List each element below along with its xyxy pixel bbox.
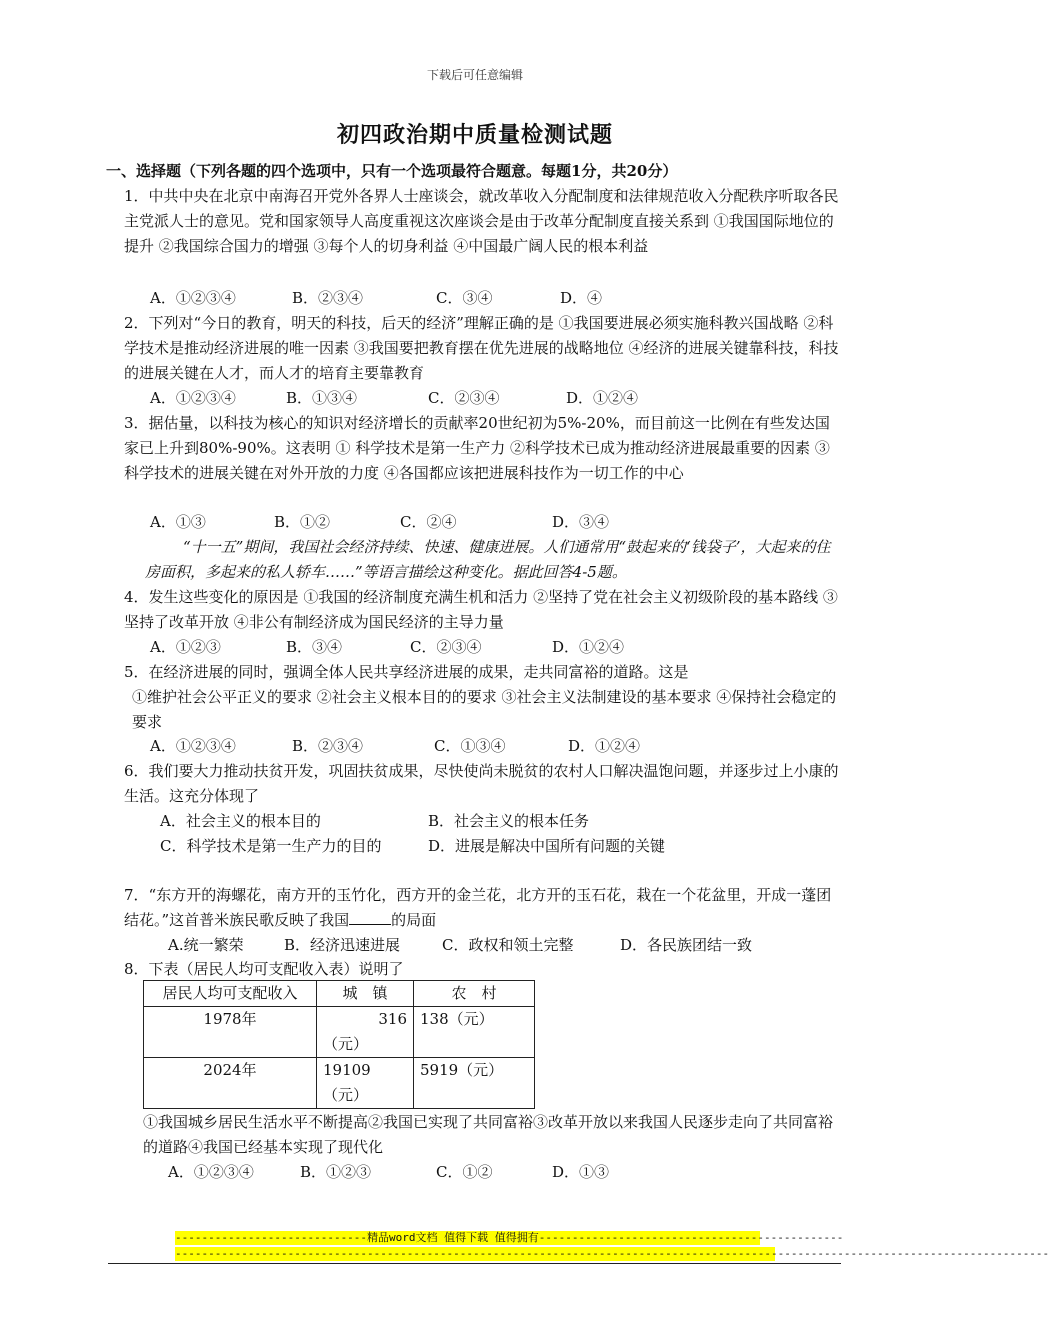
intro-passage: “十一五”期间，我国社会经济持续、快速、健康进展。人们通常用“鼓起来的‘钱袋子’，大起来的住房面积，多起来的私人轿车……”等语言描绘这种变化。据此回答4-5题。 xyxy=(145,538,831,581)
urban-value: 19109 xyxy=(323,1061,371,1079)
question-8-option-b: B．①②③ xyxy=(300,1163,372,1181)
question-5-option-d: D．①②④ xyxy=(568,737,641,755)
question-2-option-d: D．①②④ xyxy=(566,389,639,407)
question-1-stem: 1．中共中央在北京中南海召开党外各界人士座谈会，就改革收入分配制度和法律规范收入分配秩序听取各民主党派人士的意见。党和国家领导人高度重视这次座谈会是由于改革分配制度直接关系到 ①我国国际地位的提升 ②我国综合国力的增强 ③每个人的切身利益 ④中国最广阔人民的根本利益 xyxy=(124,187,839,255)
question-7-option-d: D．各民族团结一致 xyxy=(620,936,753,954)
footer-dashes: ------------------------------------------------------------------------------------------------------------------------------------ xyxy=(175,1247,1049,1260)
question-8-items: ①我国城乡居民生活水平不断提高②我国已实现了共同富裕③改革开放以来我国人民逐步走向了共同富裕的道路④我国已经基本实现了现代化 xyxy=(143,1113,834,1156)
page-title: 初四政治期中质量检测试题 xyxy=(336,122,613,148)
question-5-option-a: A．①②③④ xyxy=(150,737,236,755)
question-1-option-a: A．①②③④ xyxy=(150,289,236,307)
question-1-option-b: B．②③④ xyxy=(292,289,364,307)
urban-value: 316 xyxy=(378,1010,407,1028)
footer-banner: -----------------------------精品word文档 值得下载 值得拥有---------------------------------------------- xyxy=(175,1231,844,1244)
table-cell-urban xyxy=(317,1007,414,1058)
question-7-option-b: B．经济迅速进展 xyxy=(284,936,401,954)
question-2-option-a: A．①②③④ xyxy=(150,389,236,407)
table-row xyxy=(144,1058,535,1109)
question-5-stem: 5．在经济进展的同时，强调全体人民共享经济进展的成果，走共同富裕的道路。这是 xyxy=(124,663,689,681)
page-header: 下载后可任意编辑 xyxy=(426,68,523,82)
table-header: 农 村 xyxy=(414,981,535,1007)
urban-unit: （元） xyxy=(323,1086,369,1104)
question-3-option-c: C．②④ xyxy=(400,513,457,531)
table-header: 居民人均可支配收入 xyxy=(144,981,317,1007)
question-4-stem: 4．发生这些变化的原因是 ①我国的经济制度充满生机和活力 ②坚持了党在社会主义初级阶段的基本路线 ③坚持了改革开放 ④非公有制经济成为国民经济的主导力量 xyxy=(124,588,838,631)
question-7-option-c: C．政权和领土完整 xyxy=(442,936,574,954)
table-cell-rural: 5919（元） xyxy=(414,1058,535,1109)
question-6-option-a: A．社会主义的根本目的 xyxy=(160,812,321,830)
question-6-option-d: D．进展是解决中国所有问题的关键 xyxy=(428,837,666,855)
table-cell-rural: 138（元） xyxy=(414,1007,535,1058)
question-3-option-d: D．③④ xyxy=(552,513,610,531)
question-7-stem xyxy=(124,883,840,933)
section-heading: 一、选择题（下列各题的四个选项中，只有一个选项最符合题意。每题1分，共20分） xyxy=(106,162,678,180)
question-7-option-a: A.统一繁荣 xyxy=(168,936,244,954)
answer-blank xyxy=(349,908,391,925)
question-2-option-c: C．②③④ xyxy=(428,389,500,407)
table-header-row xyxy=(144,981,535,1007)
question-5-items: ①维护社会公平正义的要求 ②社会主义根本目的的要求 ③社会主义法制建设的基本要求 ④保持社会稳定的要求 xyxy=(132,688,837,731)
question-1-option-d: D．④ xyxy=(560,289,603,307)
income-table xyxy=(143,980,535,1109)
question-4-option-a: A．①②③ xyxy=(150,638,221,656)
question-8-stem: 8．下表（居民人均可支配收入表）说明了 xyxy=(124,960,404,978)
urban-unit: （元） xyxy=(323,1035,369,1053)
question-4-option-c: C．②③④ xyxy=(410,638,482,656)
question-1-option-c: C．③④ xyxy=(436,289,493,307)
question-2-stem: 2．下列对“今日的教育，明天的科技，后天的经济”理解正确的是 ①我国要进展必须实施科教兴国战略 ②科学技术是推动经济进展的唯一因素 ③我国要把教育摆在优先进展的战略地位 ④经济的进展关键靠科技，科技的进展关键在人才，而人才的培育主要靠教育 xyxy=(124,314,839,382)
table-cell-urban xyxy=(317,1058,414,1109)
footer-rule xyxy=(108,1263,841,1264)
table-header: 城 镇 xyxy=(317,981,414,1007)
table-cell-year: 1978年 xyxy=(144,1007,317,1058)
question-6-option-b: B．社会主义的根本任务 xyxy=(428,812,590,830)
question-3-option-b: B．①② xyxy=(274,513,331,531)
question-7-stem-text: 7．“东方开的海螺花，南方开的玉竹化，西方开的金兰花，北方开的玉石花，栽在一个花盆里，开成一蓬团结花。”这首普米族民歌反映了我国 xyxy=(124,886,832,929)
table-row xyxy=(144,1007,535,1058)
question-6-stem: 6．我们要大力推动扶贫开发，巩固扶贫成果，尽快使尚未脱贫的农村人口解决温饱问题，并逐步过上小康的生活。这充分体现了 xyxy=(124,762,839,805)
table-cell-year: 2024年 xyxy=(144,1058,317,1109)
question-8-option-c: C．①② xyxy=(436,1163,493,1181)
question-4-option-d: D．①②④ xyxy=(552,638,625,656)
question-5-option-b: B．②③④ xyxy=(292,737,364,755)
question-4-option-b: B．③④ xyxy=(286,638,343,656)
question-5-option-c: C．①③④ xyxy=(434,737,506,755)
question-7-stem-end: 的局面 xyxy=(391,911,437,929)
question-2-option-b: B．①③④ xyxy=(286,389,358,407)
question-8-option-d: D．①③ xyxy=(552,1163,610,1181)
question-3-option-a: A．①③ xyxy=(150,513,206,531)
question-8-option-a: A．①②③④ xyxy=(168,1163,254,1181)
question-3-stem: 3．据估量，以科技为核心的知识对经济增长的贡献率20世纪初为5%-20%，而目前这一比例在有些发达国家已上升到80%-90%。这表明 ① 科学技术是第一生产力 ②科学技术已成为推动经济进展最重要的因素 ③科学技术的进展关键在对外开放的力度 ④各国都应该把进展科技作为一切工作的中心 xyxy=(124,414,830,482)
question-6-option-c: C．科学技术是第一生产力的目的 xyxy=(160,837,382,855)
